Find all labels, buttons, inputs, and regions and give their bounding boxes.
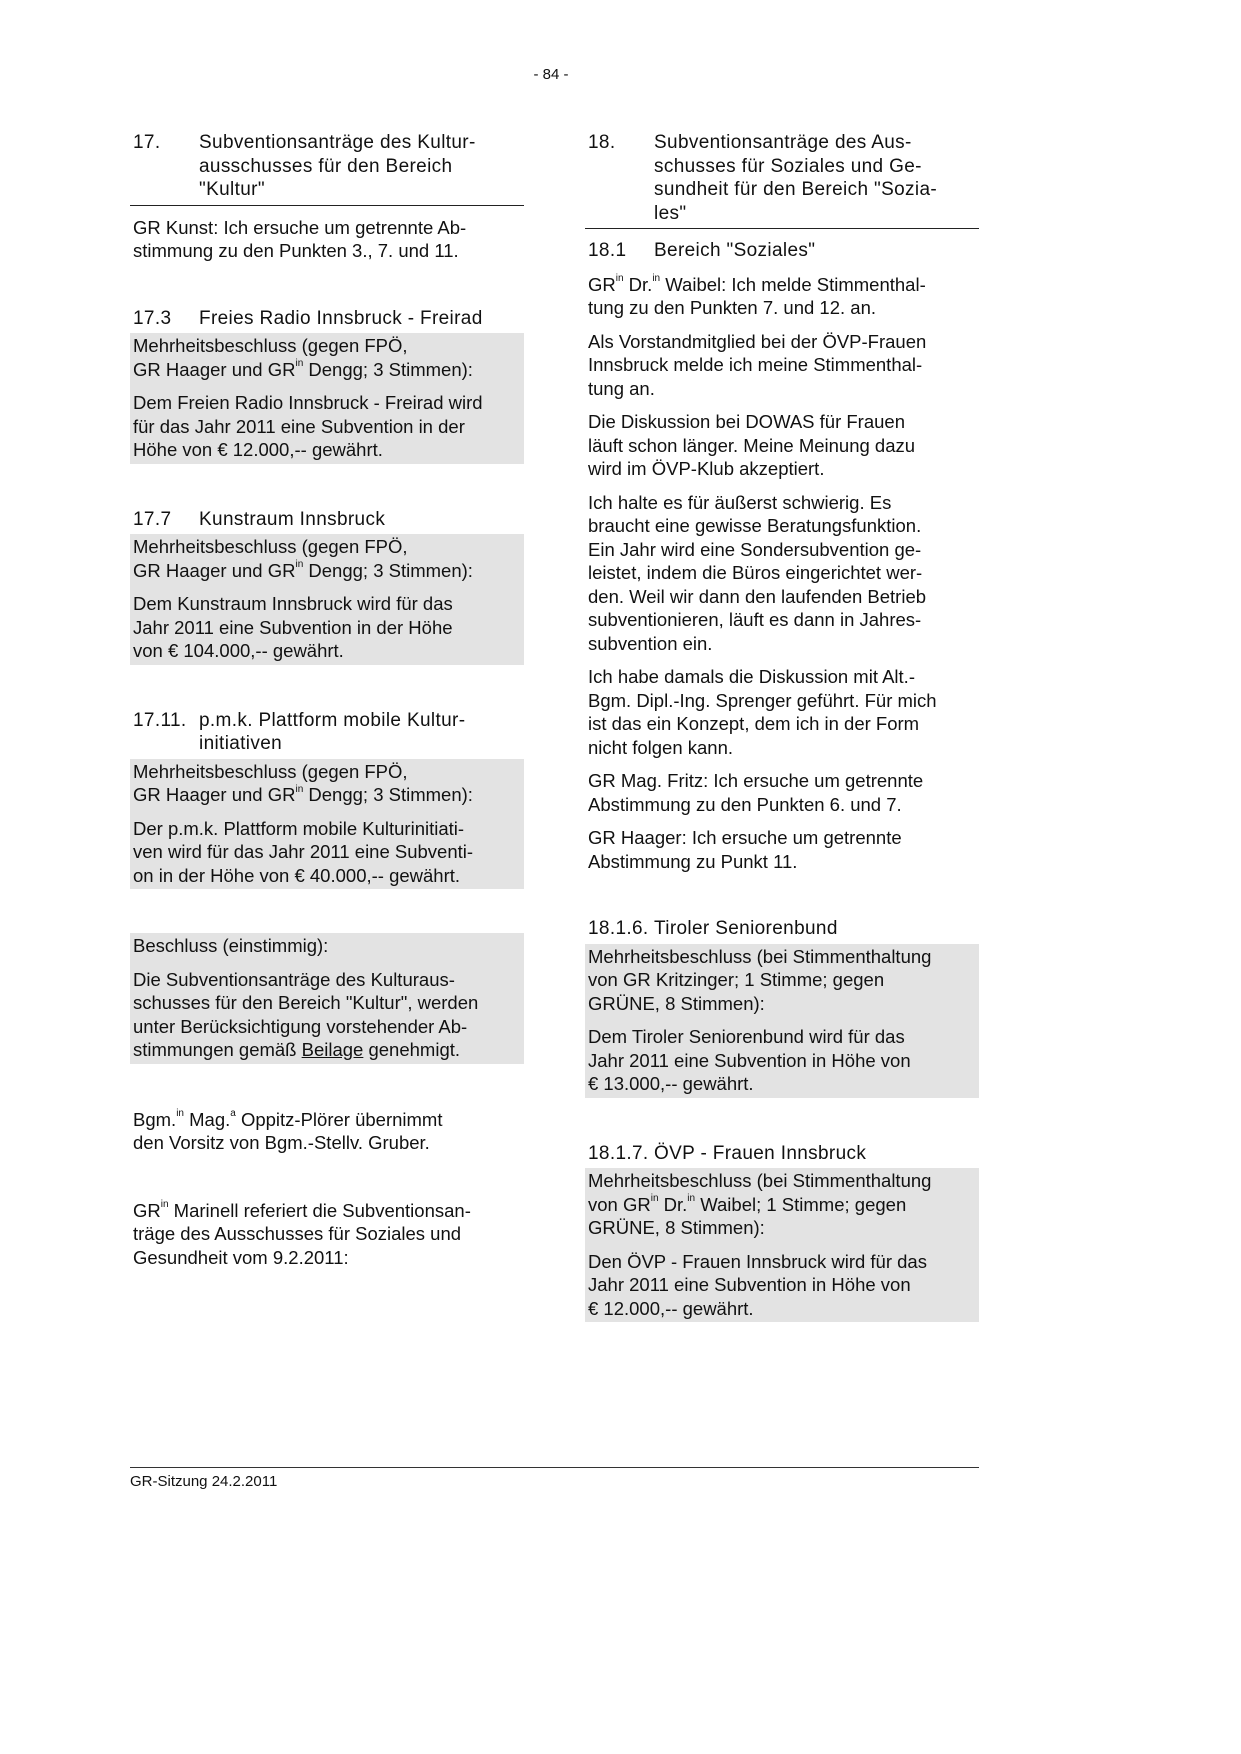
left-column bbox=[130, 131, 524, 1269]
resolution-box bbox=[130, 759, 524, 890]
section-18-1-6-heading bbox=[585, 917, 979, 941]
section-number: 17.7 bbox=[133, 508, 172, 530]
section-17-heading bbox=[130, 131, 524, 206]
section-title: Freies Radio Innsbruck - Freirad bbox=[199, 307, 483, 329]
statement-gr-kunst: GR Kunst: Ich ersuche um getrennte Ab- stimmung zu den Punkten 3., 7. und 11. bbox=[133, 216, 467, 261]
statement-haager: GR Haager: Ich ersuche um getrennte Abstimmung zu Punkt 11. bbox=[588, 827, 902, 872]
beilage-link[interactable]: Beilage bbox=[301, 1039, 364, 1060]
resolution-text: Dem Kunstraum Innsbruck wird für das Jahr 2011 eine Subvention in der Höhe von € 104.000,-- gewährt. bbox=[133, 593, 453, 661]
paragraph: Ich habe damals die Diskussion mit Alt.- Bgm. Dipl.-Ing. Sprenger geführt. Für mich ist das ein Konzept, dem ich in der Form nicht folgen kann. bbox=[588, 666, 937, 758]
marinell-report: $GR^{in}$ Marinell referiert die Subventionsan- träge des Ausschusses für Soziales und Gesundheit vom 9.2.2011: bbox=[133, 1199, 471, 1268]
resolution-box bbox=[585, 1168, 979, 1322]
resolution-box bbox=[130, 333, 524, 464]
paragraph: Die Diskussion bei DOWAS für Frauen läuft schon länger. Meine Meinung dazu wird im ÖVP-Klub akzeptiert. bbox=[588, 411, 916, 479]
section-18-1-7-heading bbox=[585, 1142, 979, 1166]
vote-line: Mehrheitsbeschluss (bei Stimmenthaltung von $GR^{in}$ Dr.$^{in}$ Waibel; 1 Stimme; gegen GRÜNE, 8 Stimmen): bbox=[588, 1170, 932, 1238]
section-number: 18.1.7. bbox=[588, 1142, 649, 1164]
resolution-text: Dem Freien Radio Innsbruck - Freirad wird für das Jahr 2011 eine Subvention in der Höhe von € 12.000,-- gewährt. bbox=[133, 392, 483, 460]
section-number: 17. bbox=[133, 132, 161, 153]
statement-waibel: $GR^{in}$ Dr.$^{in}$ Waibel: Ich melde Stimmenthal- tung zu den Punkten 7. und 12. an. bbox=[588, 273, 926, 318]
resolution-text: Die Subventionsanträge des Kulturaus- schusses für den Bereich "Kultur", werden unter Berücksichtigung vorstehender Ab- stimmungen gemäß Beilage genehmigt. bbox=[133, 968, 479, 1060]
chair-change-note: Bgm.$^{in}$ Mag.$^a$ Oppitz-Plörer übernimmt den Vorsitz von Bgm.-Stellv. Gruber. bbox=[133, 1108, 443, 1153]
statement-fritz: GR Mag. Fritz: Ich ersuche um getrennte Abstimmung zu den Punkten 6. und 7. bbox=[588, 770, 924, 815]
footer: GR-Sitzung 24.2.2011 bbox=[130, 1467, 979, 1490]
section-18-1-heading bbox=[585, 239, 979, 263]
section-17-7-heading bbox=[130, 508, 524, 532]
section-title: ÖVP - Frauen Innsbruck bbox=[654, 1142, 867, 1164]
resolution-text: Dem Tiroler Seniorenbund wird für das Jahr 2011 eine Subvention in Höhe von € 13.000,-- gewährt. bbox=[588, 1026, 911, 1094]
vote-line: Mehrheitsbeschluss (bei Stimmenthaltung von GR Kritzinger; 1 Stimme; gegen GRÜNE, 8 Stimmen): bbox=[588, 945, 932, 1014]
section-number: 18.1 bbox=[588, 240, 627, 261]
section-title: Subventionsanträge des Aus- schusses für Soziales und Ge- sundheit für den Bereich "Sozia- les" bbox=[654, 132, 938, 224]
resolution-box bbox=[585, 944, 979, 1098]
final-resolution-box bbox=[130, 933, 524, 1064]
section-number: 18.1.6. bbox=[588, 918, 649, 939]
section-18-heading bbox=[585, 131, 979, 229]
section-17-3-heading bbox=[130, 307, 524, 331]
vote-line: Mehrheitsbeschluss (gegen FPÖ, GR Haager und $GR^{in}$ Dengg; 3 Stimmen): bbox=[133, 760, 473, 805]
vote-line: Mehrheitsbeschluss (gegen FPÖ, GR Haager und $GR^{in}$ Dengg; 3 Stimmen): bbox=[133, 536, 473, 581]
section-number: 17.11. bbox=[133, 709, 187, 731]
section-number: 17.3 bbox=[133, 307, 172, 329]
vote-line: Mehrheitsbeschluss (gegen FPÖ, GR Haager und $GR^{in}$ Dengg; 3 Stimmen): bbox=[133, 335, 473, 380]
resolution-box bbox=[130, 534, 524, 665]
resolution-text: Den ÖVP - Frauen Innsbruck wird für das Jahr 2011 eine Subvention in Höhe von € 12.000,-- gewährt. bbox=[588, 1250, 927, 1319]
section-title: p.m.k. Plattform mobile Kultur- initiativen bbox=[199, 709, 466, 754]
right-column bbox=[585, 131, 979, 1322]
section-17-11-heading bbox=[130, 709, 524, 756]
resolution-label: Beschluss (einstimmig): bbox=[133, 935, 329, 956]
page-number: - 84 - bbox=[533, 66, 569, 83]
paragraph: Als Vorstandmitglied bei der ÖVP-Frauen Innsbruck melde ich meine Stimmenthal- tung an. bbox=[588, 330, 927, 399]
section-title: Subventionsanträge des Kultur- ausschusses für den Bereich "Kultur" bbox=[199, 132, 476, 200]
paragraph: Ich halte es für äußerst schwierig. Es braucht eine gewisse Beratungsfunktion. Ein Jahr wird eine Sondersubvention ge- leistet, indem die Büros eingerichtet wer- den. Weil wir dann den laufenden Betrieb subventionieren, läuft es dann in Jahres- subvention ein. bbox=[588, 491, 927, 654]
resolution-text: Der p.m.k. Plattform mobile Kulturinitiati- ven wird für das Jahr 2011 eine Subventi- on in der Höhe von € 40.000,-- gewährt. bbox=[133, 817, 474, 886]
section-title: Kunstraum Innsbruck bbox=[199, 508, 386, 530]
section-number: 18. bbox=[588, 132, 616, 153]
section-title: Tiroler Seniorenbund bbox=[654, 918, 838, 939]
section-title: Bereich "Soziales" bbox=[654, 240, 816, 261]
